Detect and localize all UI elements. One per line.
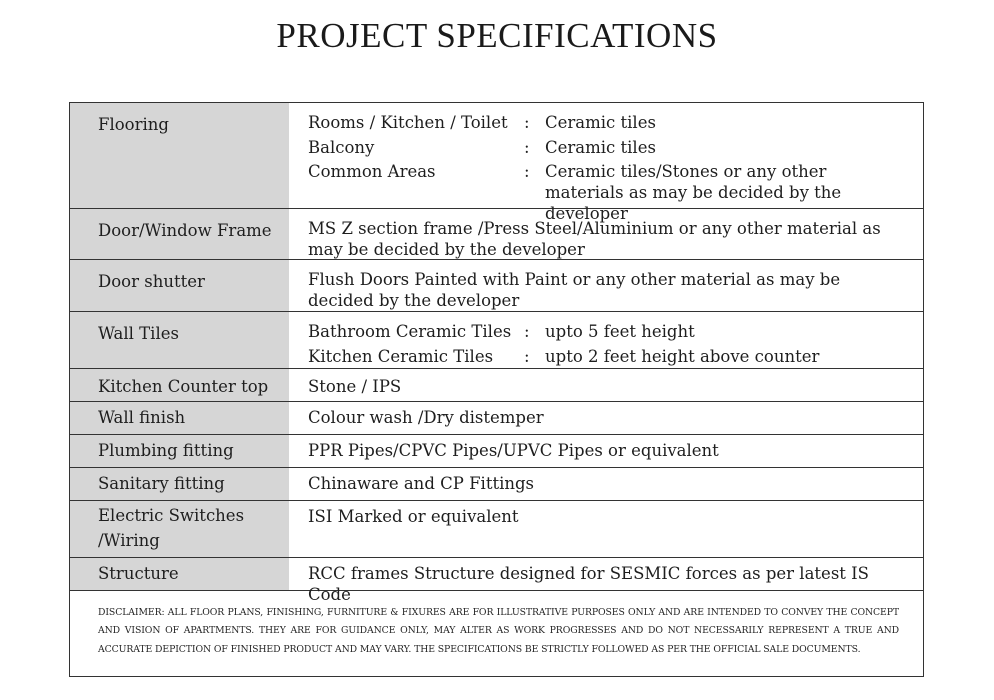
- spec-label: Sanitary fitting: [98, 474, 225, 493]
- specifications-table: [69, 102, 924, 677]
- spec-value-cell: [308, 321, 909, 370]
- spec-label: Door shutter: [98, 272, 205, 291]
- spec-value: Flush Doors Painted with Paint or any other material as may be decided by the developer: [308, 270, 841, 310]
- disclaimer-text: DISCLAIMER: ALL FLOOR PLANS, FINISHING, FURNITURE & FIXURES ARE FOR ILLUSTRATIVE PURPOSES ONLY AND ARE INTENDED TO CONVEY THE CONCEPT AND VISION OF APARTMENTS. THEY ARE FOR GUIDANCE ONLY, MAY ALTER AS WORK PROGRESSES AND DO NOT NECESSARILY REPRESENT A TRUE AND ACCURATE DEPICTION OF FINISHED PRODUCT AND MAY VARY. THE SPECIFICATIONS BE STRICTLY FOLLOWED AS PER THE OFFICIAL SALE DOCUMENTS.: [98, 607, 899, 655]
- spec-row-sanitary-fitting: [70, 468, 923, 501]
- spec-row-wall-finish: [70, 402, 923, 435]
- spec-item-value: upto 5 feet height: [545, 322, 695, 341]
- spec-item-value: Ceramic tiles: [545, 113, 656, 132]
- spec-label: Plumbing fitting: [98, 441, 234, 460]
- spec-label-cell: [70, 435, 289, 467]
- spec-label-cell: [70, 312, 289, 368]
- spec-label-cell: [70, 558, 289, 590]
- spec-item-value: upto 2 feet height above counter: [545, 346, 820, 366]
- spec-item-area: Balcony: [308, 137, 375, 157]
- spec-item: [308, 321, 909, 346]
- spec-item: [308, 137, 909, 162]
- spec-label-cell: [70, 468, 289, 500]
- spec-row-flooring: [70, 103, 923, 223]
- spec-value: RCC frames Structure designed for SESMIC forces as per latest IS Code: [308, 564, 869, 604]
- spec-label: Wall Tiles: [98, 324, 179, 343]
- spec-row-kitchen-counter-top: [70, 369, 923, 402]
- spec-label-cell: [70, 402, 289, 434]
- spec-item: [308, 161, 909, 223]
- spec-separator: :: [524, 322, 530, 341]
- spec-value: MS Z section frame /Press Steel/Aluminium or any other material as may be decided by the developer: [308, 219, 881, 259]
- spec-label: Electric Switches /Wiring: [98, 506, 245, 550]
- spec-label-cell: [70, 103, 289, 208]
- spec-row-electric-switches-wiring: [70, 501, 923, 558]
- spec-separator: :: [524, 162, 530, 181]
- spec-row-door-window-frame: [70, 209, 923, 260]
- spec-value: Stone / IPS: [308, 377, 402, 396]
- spec-row-structure: [70, 558, 923, 604]
- spec-label: Door/Window Frame: [98, 221, 272, 240]
- spec-item: [308, 112, 909, 137]
- spec-row-plumbing-fitting: [70, 435, 923, 468]
- spec-label: Structure: [98, 564, 179, 583]
- spec-item: [308, 346, 909, 371]
- page-title: PROJECT SPECIFICATIONS: [276, 16, 718, 55]
- spec-row-door-shutter: [70, 260, 923, 312]
- spec-value-cell: [308, 112, 909, 223]
- spec-value: Colour wash /Dry distemper: [308, 408, 544, 427]
- spec-label: Flooring: [98, 115, 169, 134]
- spec-row-wall-tiles: [70, 312, 923, 369]
- spec-label: Wall finish: [98, 408, 186, 427]
- spec-separator: :: [524, 137, 530, 157]
- spec-label: Kitchen Counter top: [98, 377, 269, 396]
- spec-item-area: Rooms / Kitchen / Toilet: [308, 113, 508, 132]
- spec-label-cell: [70, 501, 289, 557]
- spec-label-cell: [70, 209, 289, 259]
- spec-label-cell: [70, 260, 289, 311]
- spec-separator: :: [524, 113, 530, 132]
- spec-label-cell: [70, 369, 289, 401]
- spec-item-area: Bathroom Ceramic Tiles: [308, 322, 512, 341]
- spec-item-area: Common Areas: [308, 162, 436, 181]
- spec-separator: :: [524, 346, 530, 366]
- spec-value: Chinaware and CP Fittings: [308, 474, 535, 493]
- spec-item-value: Ceramic tiles: [545, 137, 656, 157]
- spec-item-area: Kitchen Ceramic Tiles: [308, 346, 494, 366]
- spec-item-value: Ceramic tiles/Stones or any other materials as may be decided by the developer: [545, 162, 842, 223]
- spec-value: ISI Marked or equivalent: [308, 507, 519, 526]
- spec-value: PPR Pipes/CPVC Pipes/UPVC Pipes or equivalent: [308, 441, 719, 460]
